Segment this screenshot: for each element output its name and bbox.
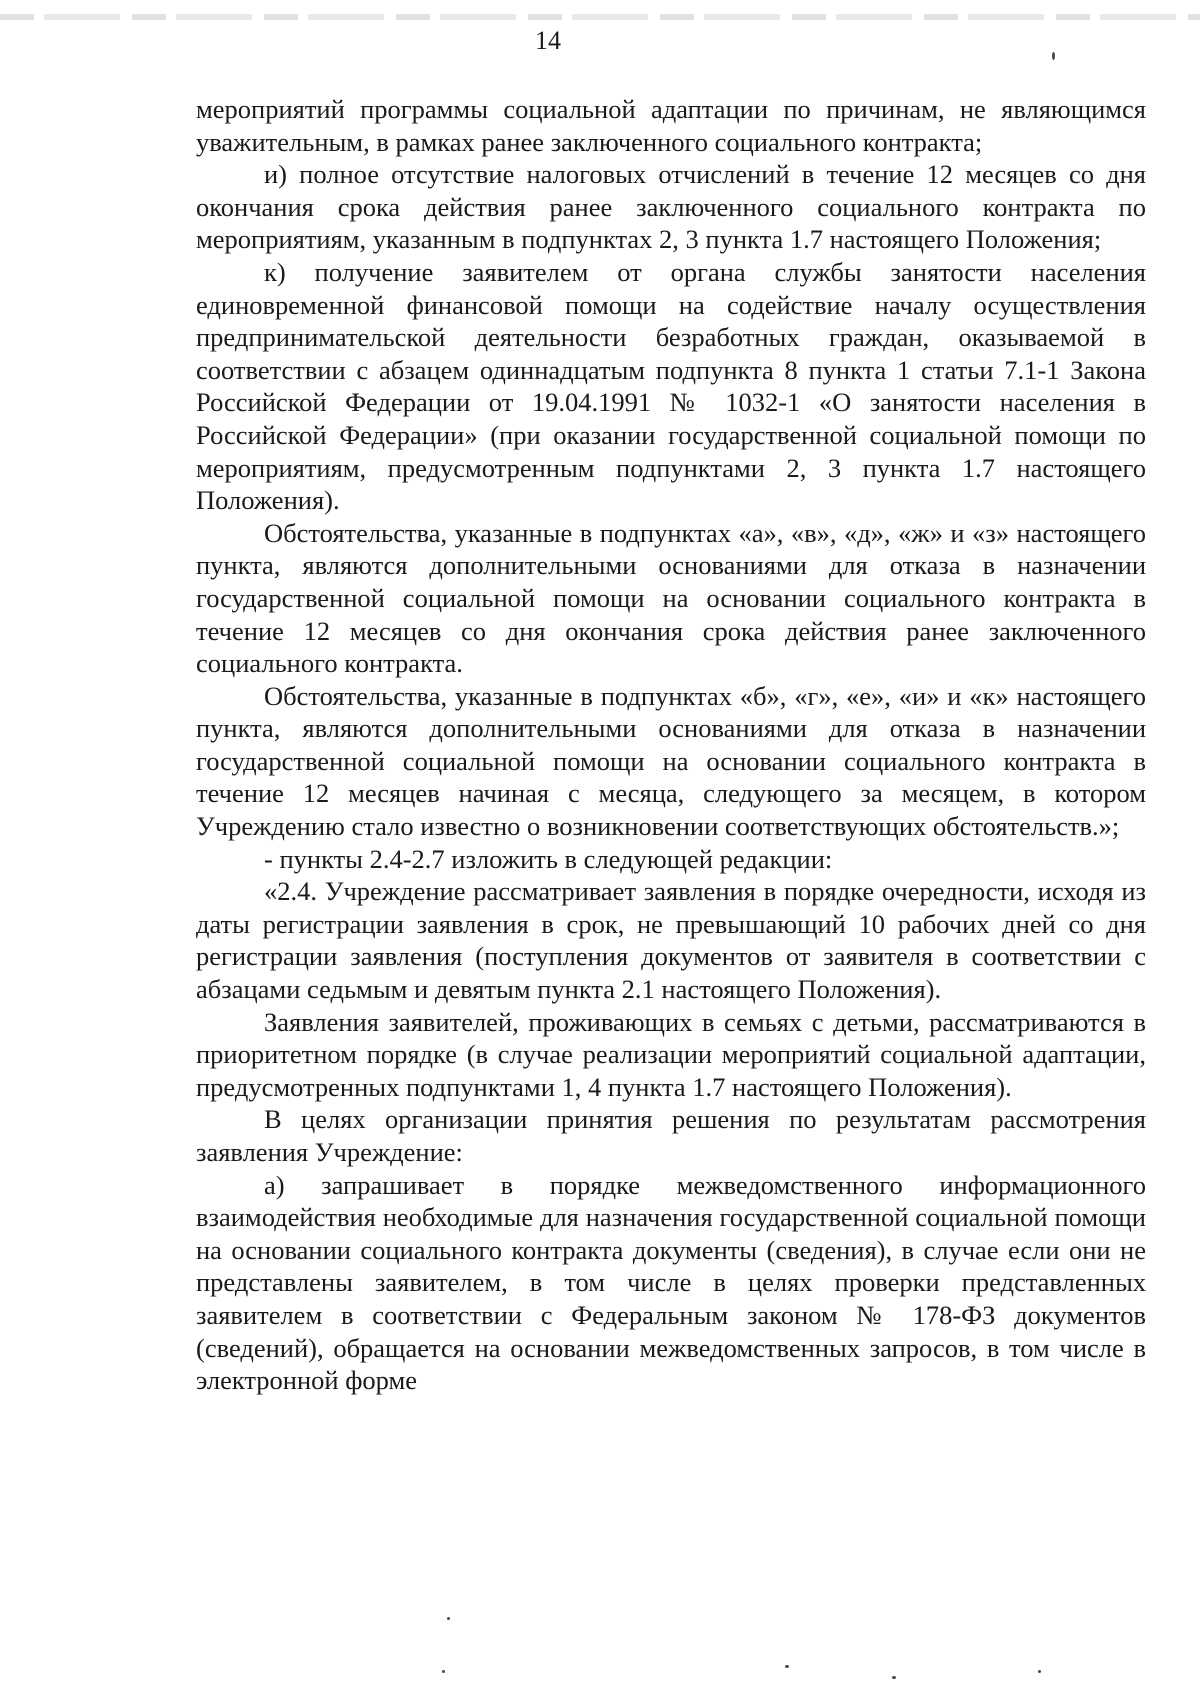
paragraph-decision-purpose: В целях организации принятия решения по результатам рассмотрения заявления Учреждение: (196, 1104, 1146, 1167)
scan-edge-artifact (0, 14, 1200, 20)
paragraph-circumstances-1: Обстоятельства, указанные в подпунктах «а», «в», «д», «ж» и «з» настоящего пункта, являются дополнительными основаниями для отказа в назначении государственной социальной помощи на основании социального контракта в течение 12 месяцев со дня окончания срока действия ранее заключенного социального контракта. (196, 517, 1146, 679)
paragraph-item-a: а) запрашивает в порядке межведомственного информационного взаимодействия необходимые для назначения государственной социальной помощи на основании социального контракта документы (сведения), в случае если они не представлены заявителем, в том числе в целях проверки представленных заявителем в соответствии с Федеральным законом № 178-ФЗ документов (сведений), обращается на основании межведомственных запросов, в том числе в электронной форме (196, 1169, 1146, 1396)
paragraph-amendment-intro: - пункты 2.4-2.7 изложить в следующей редакции: (264, 843, 833, 874)
scan-speck (892, 1676, 896, 1679)
scan-speck (1052, 52, 1055, 60)
scan-speck (785, 1665, 789, 1668)
scan-speck (447, 1617, 450, 1620)
paragraph-item-k: к) получение заявителем от органа службы занятости населения единовременной финансовой помощи на содействие началу осуществления предпринимательской деятельности безработных граждан, оказываемой в соответствии с абзацем одиннадцатым подпункта 8 пункта 1 статьи 7.1-1 Закона Российской Федерации от 19.04.1991 № 1032-1 «О занятости населения в Российской Федерации» (при оказании государственной социальной помощи по мероприятиям, предусмотренным подпунктами 2, 3 пункта 1.7 настоящего Положения). (196, 256, 1146, 516)
paragraph-priority: Заявления заявителей, проживающих в семьях с детьми, рассматриваются в приоритетном порядке (в случае реализации мероприятий социальной адаптации, предусмотренных подпунктами 1, 4 пункта 1.7 настоящего Положения). (196, 1006, 1146, 1102)
paragraph-item-i: и) полное отсутствие налоговых отчислений в течение 12 месяцев со дня окончания срока действия ранее заключенного социального контракта по мероприятиям, указанным в подпунктах 2, 3 пункта 1.7 настоящего Положения; (196, 159, 1146, 255)
paragraph-continuation: мероприятий программы социальной адаптации по причинам, не являющимся уважительным, в рамках ранее заключенного социального контракта; (196, 94, 1146, 157)
paragraph-circumstances-2: Обстоятельства, указанные в подпунктах «б», «г», «е», «и» и «к» настоящего пункта, являются дополнительными основаниями для отказа в назначении государственной социальной помощи на основании социального контракта в течение 12 месяцев начиная с месяца, следующего за месяцем, в котором Учреждению стало известно о возникновении соответствующих обстоятельств.»; (196, 680, 1146, 842)
scan-speck (1038, 1670, 1041, 1673)
scan-speck (442, 1670, 445, 1673)
paragraph-clause-2-4: «2.4. Учреждение рассматривает заявления в порядке очередности, исходя из даты регистрации заявления в срок, не превышающий 10 рабочих дней со дня регистрации заявления (поступления документов от заявителя в соответствии с абзацами седьмым и девятым пункта 2.1 настоящего Положения). (196, 876, 1146, 1005)
document-body (196, 93, 1146, 1397)
page-number: 14 (535, 26, 561, 55)
